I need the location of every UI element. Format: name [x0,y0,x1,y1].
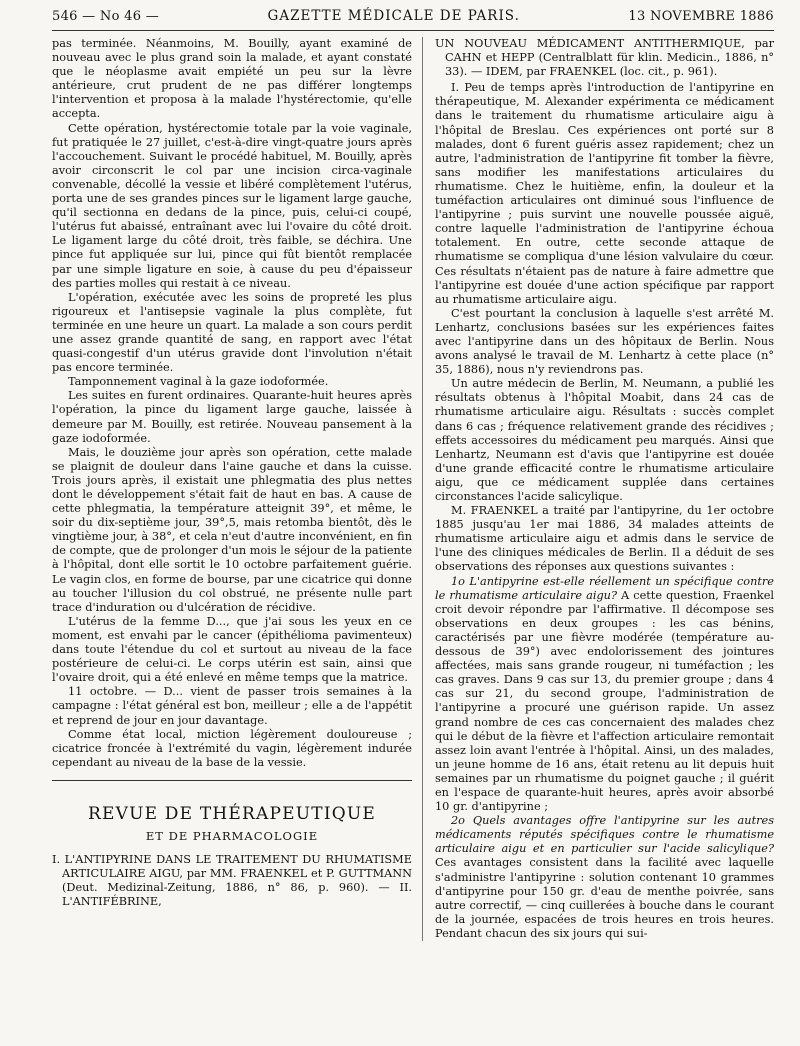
section-divider [52,780,412,781]
left-paragraph-4: Tamponnement vaginal à la gaze iodoformée. [68,375,329,389]
left-paragraph-8: 11 octobre. — D... vient de passer trois semaines à la campagne : l'état général est bon, meilleur ; elle a de l'appétit et reprend de jour en jour davantage. [52,685,412,727]
left-paragraph-1: pas terminée. Néanmoins, M. Bouilly, ayant examiné de nouveau avec le plus grand soin la malade, et ayant constaté que le néoplasme avait empiété un peu sur la lèvre antérieure, crut prudent de ne pas différer longtemps l'intervention et proposa à la malade l'hystérectomie, qu'elle accepta. [52,37,412,121]
page-number: 546 [52,9,78,24]
section-title: REVUE DE THÉRAPEUTIQUE [87,803,377,824]
left-paragraph-7: L'utérus de la femme D..., que j'ai sous les yeux en ce moment, est envahi par le cancer (épithélioma pavimenteux) dans toute l'étendue du col et surtout au niveau de la face postérieure de celui-ci. Le corps utérin est sain, ainsi que l'ovaire droit, qui a été enlevé en même temps que la matrice. [52,614,412,685]
date-day: 13 [628,9,646,24]
left-column [52,37,423,941]
question-1 [435,575,774,815]
date-year: 1886 [739,9,774,24]
left-paragraph-5: Les suites en furent ordinaires. Quarante-huit heures après l'opération, la pince du ligament large gauche, laissée à demeure par M. Bouilly, est retirée. Nouveau pansement à la gaze iodoformée. [52,389,412,445]
date-month: NOVEMBRE [650,9,736,24]
issue-date [628,9,774,24]
section-subtitle: ET DE PHARMACOLOGIE [145,828,319,843]
question-2 [435,814,774,941]
question-2-text: Ces avantages consistent dans la facilité avec laquelle s'administre l'antipyrine : solution contenant 10 grammes d'antipyrine pour 150 gr. d'eau de menthe poivrée, sans autre correctif, — cinq cuillerées à bouche dans le courant de la journée, espacées de trois heures en trois heures. Pendant chacun des six jours qui sui- [435,856,774,940]
left-paragraph-9: Comme état local, miction légèrement douloureuse ; cicatrice froncée à l'extrémité du vagin, légèrement indurée cependant au niveau de la base de la vessie. [52,727,412,769]
right-column [423,37,774,941]
page-header-left [52,9,159,24]
page-header [52,8,774,31]
right-paragraph-3: Un autre médecin de Berlin, M. Neumann, a publié les résultats obtenus à l'hôpital Moabit, dans 24 cas de rhumatisme articulaire aigu. Résultats : succès complet dans 6 cas ; fréquence relativement grande des récidives ; effets accessoires du médicament peu marqués. Ainsi que Lenhartz, Neumann est d'avis que l'antipyrine est douée d'une grande efficacité contre le rhumatisme articulaire aigu, que ce médicament supplée dans certaines circonstances l'acide salicylique. [435,377,774,503]
left-paragraph-6: Mais, le douzième jour après son opération, cette malade se plaignit de douleur dans l'aine gauche et dans la cuisse. Trois jours après, il existait une phlegmatia des plus nettes dont le développement s'était fait de haut en bas. A cause de cette phlegmatia, la température atteignit 39°, et même, le soir du dix-septième jour, 39°,5, mais retomba bientôt, dès le vingtième jour, à 38°, et cela n'eut d'autre inconvénient, en fin de compte, que de prolonger d'un mois le séjour de la patiente à l'hôpital, dont elle sortit le 10 octobre parfaitement guérie. Le vagin clos, en forme de bourse, par une cicatrice qui donne au toucher l'illusion du col obstrué, ne présente nulle part trace d'induration ou d'ulcération de récidive. [52,445,412,614]
reference-continued: UN NOUVEAU MÉDICAMENT ANTITHERMIQUE, par CAHN et HEPP (Centralblatt für klin. Medicin., 1886, n° 33). — IDEM, par FRAENKEL (loc. cit., p. 961). [435,37,774,79]
left-paragraph-2: Cette opération, hystérectomie totale par la voie vaginale, fut pratiquée le 27 juillet, c'est-à-dire vingt-quatre jours après l'accouchement. Suivant le procédé habituel, M. Bouilly, après avoir circonscrit le col par une incision circa-vaginale convenable, décollé la vessie et libéré complètement l'utérus, porta une de ses grandes pinces sur le ligament large gauche, qu'il sectionna en dedans de la pince, puis, celui-ci coupé, l'utérus fut abaissé, entraînant avec lui l'ovaire du côté droit. Le ligament large du côté droit, très faible, se déchira. Une pince fut appliquée sur lui, pince qui fût bientôt remplacée par une simple ligature en soie, à cause du peu d'épaisseur des parties molles qui restait à ce niveau. [52,121,412,290]
left-paragraph-3: L'opération, exécutée avec les soins de propreté les plus rigoureux et l'antisepsie vaginale la plus complète, fut terminée en une heure un quart. La malade a son cours perdit une assez grande quantité de sang, en rapport avec l'état quasi-congestif d'un utérus gravide dont l'involution n'était pas encore terminée. [52,290,412,375]
journal-title: GAZETTE MÉDICALE DE PARIS. [267,8,520,24]
article-columns [52,37,774,941]
right-paragraph-2: C'est pourtant la conclusion à laquelle s'est arrêté M. Lenhartz, conclusions basées sur les expériences faites avec l'antipyrine dans un des hôpitaux de Berlin. Nous avons analysé le travail de M. Lenhartz à cette place (n° 35, 1886), nous n'y reviendrons pas. [435,306,774,377]
right-paragraph-4: M. FRAENKEL a traité par l'antipyrine, du 1er octobre 1885 jusqu'au 1er mai 1886, 34 malades atteints de rhumatisme articulaire aigu et admis dans le service de l'une des cliniques médicales de Berlin. Il a déduit de ses observations des réponses aux questions suivantes : [435,504,774,574]
issue-number: — No 46 — [82,9,159,24]
question-2-label: 2o Quels avantages offre l'antipyrine sur les autres médicaments réputés spécifiques contre le rhumatisme articulaire aigu et en particulier sur l'acide salicylique? [435,814,774,856]
right-paragraph-1: I. Peu de temps après l'introduction de l'antipyrine en thérapeutique, M. Alexander expérimenta ce médicament dans le traitement du rhumatisme articulaire aigu à l'hôpital de Breslau. Ces expériences ont porté sur 8 malades, dont 6 furent guéris assez rapidement; chez un autre, l'administration de l'antipyrine fit tomber la fièvre, sans modifier les manifestations articulaires du rhumatisme. Chez le huitième, enfin, la douleur et la tuméfaction articulaires ont diminué sous l'influence de l'antipyrine ; puis survint une nouvelle poussée aiguë, contre laquelle l'administration de l'antipyrine échoua totalement. En outre, cette seconde attaque de rhumatisme se compliqua d'une lésion valvulaire du cœur. Ces résultats n'étaient pas de nature à faire admettre que l'antipyrine est douée d'une action spécifique par rapport au rhumatisme articulaire aigu. [435,81,774,306]
question-1-text: A cette question, Fraenkel croit devoir répondre par l'affirmative. Il décompose ses observations en deux groupes : les cas bénins, caractérisés par une fièvre modérée (température au-dessous de 39°) avec endolorissement des jointures affectées, mais sans grande rougeur, ni tuméfaction ; les cas graves. Dans 9 cas sur 13, du premier groupe ; dans 4 cas sur 21, du second groupe, l'administration de l'antipyrine a procuré une guérison rapide. Un assez grand nombre de ces cas concernaient des malades chez qui le début de la fièvre et l'affection articulaire remontait assez loin avant l'entrée à l'hôpital. Ainsi, un des malades, un jeune homme de 16 ans, était retenu au lit depuis huit semaines par un rhumatisme du poignet gauche ; il guérit en l'espace de quarante-huit heures, après avoir absorbé 10 gr. d'antipyrine ; [435,588,774,814]
question-1-label: 1o L'antipyrine est-elle réellement un spécifique contre le rhumatisme articulaire aigu? [435,574,774,602]
reference-start: I. L'ANTIPYRINE DANS LE TRAITEMENT DU RHUMATISME ARTICULAIRE AIGU, par MM. FRAENKEL et P. GUTTMANN (Deut. Medizinal-Zeitung, 1886, n° 86, p. 960). — II. L'ANTIFÉBRINE, [52,853,412,909]
